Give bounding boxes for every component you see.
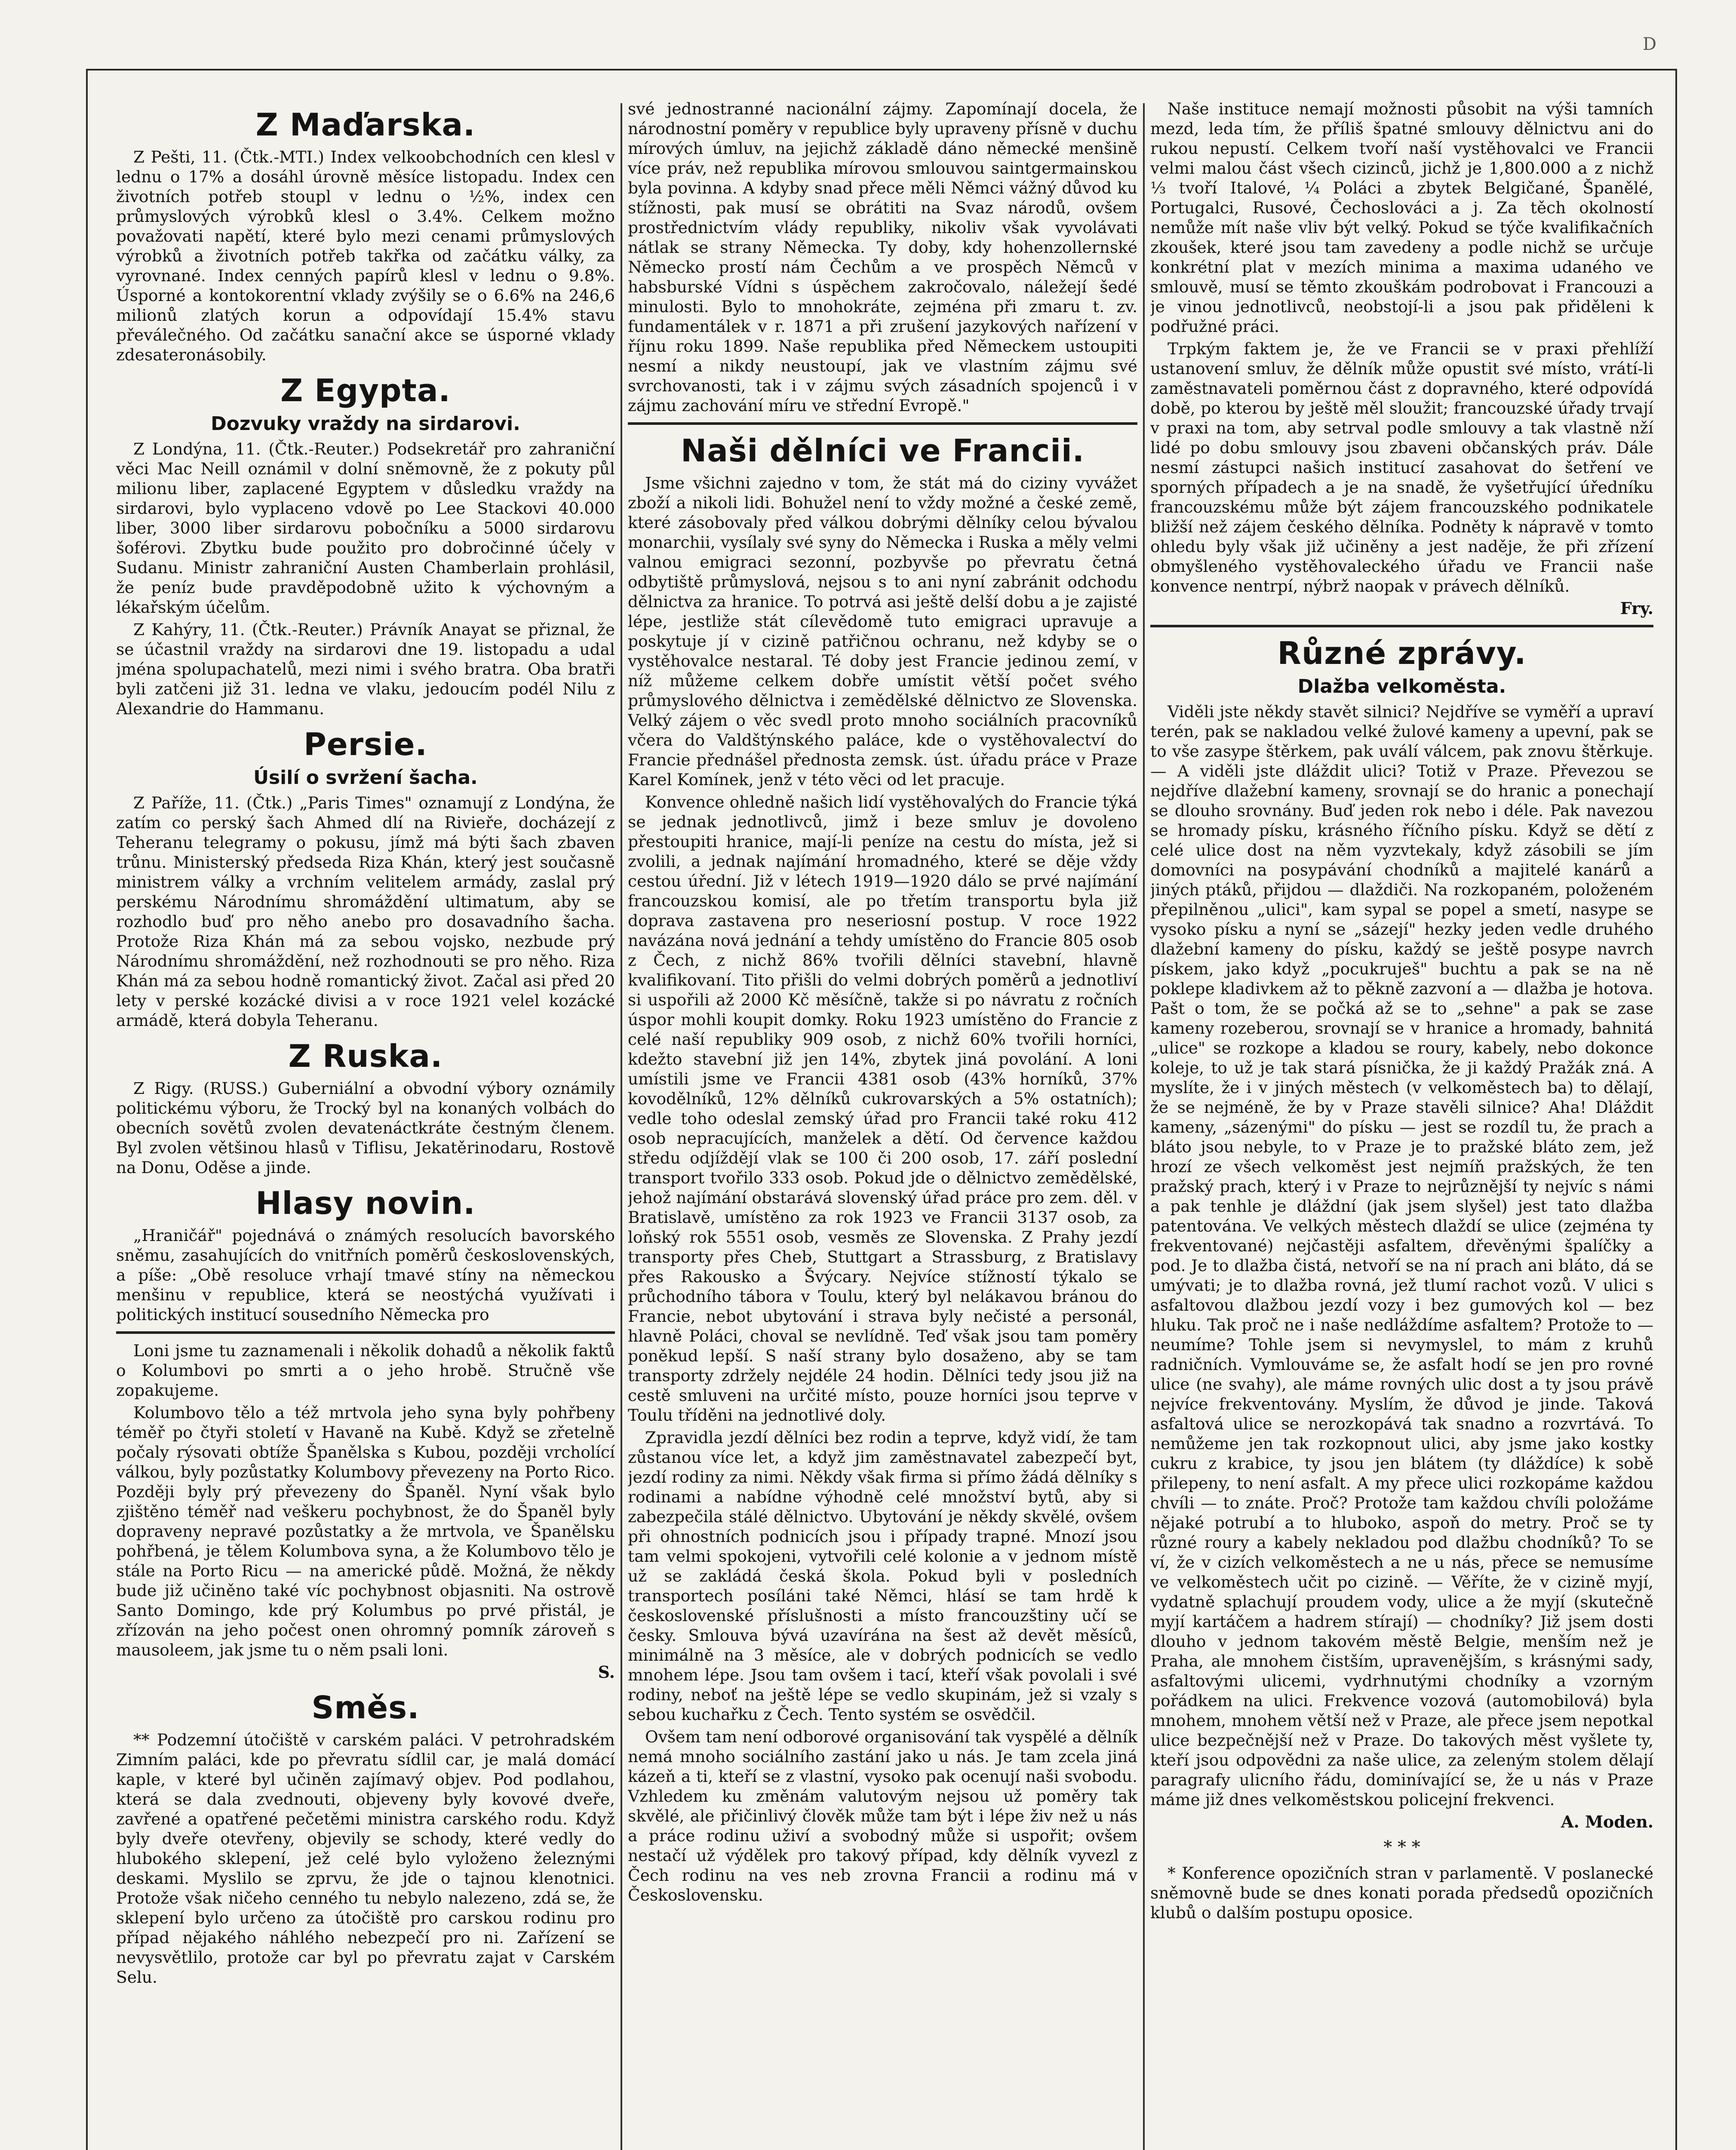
- article-paragraph: * Konference opozičních stran v parlamentě. V poslanecké sněmovně bude se dnes konati porada předsedů opozičních klubů o dalším postupu oposice.: [1150, 1864, 1653, 1922]
- column-1: [116, 99, 615, 2150]
- article-paragraph: Z Pešti, 11. (Čtk.-MTI.) Index velkoobchodních cen klesl v lednu o 17% a dosáhl úrovně měsíce listopadu. Index cen životních potřeb stoupl v lednu o ½%, index cen průmyslových výrobků klesl o 3.4%. Celkem možno považovati napětí, které bylo mezi cenami průmyslových výrobků a životních potřeb takřka od začátku války, za vyrovnané. Index cenných papírů klesl v lednu o 9.8%. Úsporné a kontokorentní vklady zvýšily se o 6.6% na 246,6 milionů zlatých korun a odpovídají 15.4% stavu převálečného. Od začátku sanační akce se úsporné vklady zdesateronásobily.: [116, 147, 615, 364]
- section-divider: [628, 422, 1137, 425]
- article-paragraph: Naše instituce nemají možnosti působit na výši tamních mezd, leda tím, že příliš špatné smlouvy dělnictvu ani do rukou nepustí. Celkem tvoří naší vystěhovalci ve Francii velmi malou část všech cizinců, jichž je 1,800.000 a z nichž ⅓ tvoří Italové, ¼ Poláci a zbytek Belgičané, Španělé, Portugalci, Rusové, Čechoslováci a j. Za těch okolností nemůže mít naše vliv být velký. Pokud se týče kvalifikačních zkoušek, které jsou tam zavedeny a podle nichž se určuje konkrétní plat v mezích minima a maxima udaného ve smlouvě, musí se těmto zkouškám podrobovat i Francouzi a je vinou jednotlivců, neobstojí-li a jsou pak přiděleni k podřužné práci.: [1150, 99, 1653, 336]
- article-paragraph: své jednostranné nacionální zájmy. Zapomínají docela, že národnostní poměry v republice byly upraveny přísně v duchu mírových úmluv, na jejichž základě dáno německé menšině více práv, než republika mírovou smlouvou saintgermainskou byla povinna. A kdyby snad přece měli Němci vážný důvod ku stížnosti, pak musí se obrátiti na Svaz národů, ovšem prostřednictvím vlády republiky, nikoliv však vyvolávati nátlak se strany Německa. Ty doby, kdy hohenzollernské Německo prostí nám Čechům a ve prospěch Němců v habsburské Vídni s úspěchem zakročovalo, náležejí šedé minulosti. Bylo to mnohokráte, zejména při zmaru t. zv. fundamentálek v r. 1871 a při zrušení jazykových nařízení v říjnu roku 1899. Naše republika před Německem ustoupiti nesmí a nikdy neustoupí, jak ve vlastním zájmu své svrchovanosti, tak i v zájmu svých zásadních spojenců i v zájmu zachování míru ve střední Evropě.": [628, 99, 1137, 415]
- article-paragraph: Kolumbovo tělo a též mrtvola jeho syna byly pohřbeny téměř po čtyři století v Havaně na Kubě. Když se zřetelně počaly rýsovati obtíže Španělska s Kubou, později vrcholící válkou, byly pozůstatky Kolumbovy převezeny na Porto Rico. Později byly prý převezeny do Španěl. Nyní však bylo zjištěno téměř nad veškeru pochybnost, že do Španěl byly dopraveny nepravé pozůstatky a že mrtvola, ve Španělsku pohřbená, je tělem Kolumbova syna, a že Kolumbovo tělo je stále na Porto Ricu — na americké půdě. Možná, že někdy bude již učiněno také víc pochybnost objasniti. Na ostrově Santo Domingo, kde prý Kolumbus po prvé přistál, je zřízován na jeho počest onen ohromný pomník zároveň s mausoleem, jak jsme tu o něm psali loni.: [116, 1403, 615, 1659]
- article-paragraph: Z Londýna, 11. (Čtk.-Reuter.) Podsekretář pro zahraniční věci Mac Neill oznámil v dolní sněmovně, že z pokuty půl milionu liber, zaplacené Egyptem v důsledku vraždy na sirdarovi, bylo vyplaceno vdově po Lee Stackovi 40.000 liber, 3000 liber sirdarovu pobočníku a 5000 sirdarovu šoférovi. Zbytku bude použito pro dobročinné účely v Sudanu. Ministr zahraniční Austen Chamberlain prohlásil, že peníz bude pravděpodobně užito k výchovným a lékařským účelům.: [116, 439, 615, 617]
- article-signature: A. Moden.: [1561, 1812, 1653, 1831]
- section-title-egypt: Z Egypta.: [280, 372, 451, 408]
- section-title-hlasy: Hlasy novin.: [255, 1185, 476, 1221]
- article-paragraph: Trpkým faktem je, že ve Francii se v praxi přehlíží ustanovení smluv, že dělník může opustit své místo, vrátí-li zaměstnavateli poměrnou část z dopravného, které odpovídá době, po kterou by ještě měl sloužit; francouzské úřady trvají v praxi na tom, aby setrval podle smlouvy a tak vlastně nží lidé po dobu smlouvy jsou zbaveni občanských práv. Dále nesmí zástupci našich institucí zasahovat do šetření ve sporných případech a je na snadě, že vyšetřující úředníku francouzskému může být zájem francouzského podnikatele bližší než zájem českého dělníka. Podněty k nápravě v tomto ohledu byly však již učiněny a jest naděje, že při zřízení obmyšleného vystěhovaleckého úřadu ve Francii naše konvence nentrpí, nýbrž naopak v právech dělníků.: [1150, 339, 1653, 596]
- section-title-ruzne: Různé zprávy.: [1277, 635, 1527, 671]
- column-2: [628, 99, 1137, 2150]
- column-3: [1150, 99, 1653, 2150]
- article-paragraph: ** Podzemní útočiště v carském paláci. V petrohradském Zimním paláci, kde po převratu sídlil car, je malá domácí kaple, v které byl učiněn zajímavý objev. Pod podlahou, která se dala zvednouti, objeveny byly kovové dveře, zavřené a opatřené pečetěmi ministra carského rodu. Když byly dveře otevřeny, objevily se schody, které vedly do hlubokého sklepení, jež celé bylo vyloženo železnými deskami. Myslilo se zprvu, že jde o tajnou klenotnici. Protože však ničeho cenného tu nebylo nalezeno, zdá se, že sklepení bylo určeno za útočiště pro carskou rodinu pro případ nějakého náhlého nebezpečí pro ni. Zařízení se nevysvětlilo, protože car byl po převratu zajat v Carském Selu.: [116, 1730, 615, 1987]
- article-paragraph: Ovšem tam není odborové organisování tak vyspělé a dělník nemá mnoho sociálního zastání jako u nás. Je tam zcela jiná kázeň a ti, kteří se z vlastní, vysoko pak ocenují naši svobodu. Vzhledem ku změnám valutovým nejsou už poměry tak skvělé, ale přičinlivý člověk může tam být i lépe živ než u nás a práce rodinu uživí a svobodný může si uspořit; ovšem nestačí už výdělek pro takový případ, kdy dělník vyvezl z Čech rodinu na ves neb zrovna Francii a rodinu má v Československu.: [628, 1727, 1137, 1904]
- section-title-ruska: Z Ruska.: [288, 1038, 443, 1074]
- subheading-ruzne: Dlažba velkoměsta.: [1297, 676, 1506, 697]
- article-paragraph: Zpravidla jezdí dělníci bez rodin a teprve, když vidí, že tam zůstanou více let, a když jim zaměstnavatel zabezpečí byt, jezdí rodiny za nimi. Někdy však firma si přímo žádá dělníky s rodinami a nabídne výhodně celé množství bytů, aby si zabezpečila stálé dělnictvo. Ubytování je někdy skvělé, ovšem při ohnostních podnicích jsou i případy trapné. Mnozí jsou tam velmi spokojeni, vytvořili celé kolonie a v jednom místě už se zakládá česká škola. Pokud byli v posledních transportech posíláni také Němci, hlásí se tam hrdě k československé příslušnosti a místo francouzštiny učí se česky. Smlouva bývá uzavírána na šest až devět měsíců, minimálně na 3 měsíce, ale v dobrých podnicích se vedlo mnohem lépe. Jsou tam ovšem i tací, kteří však povolali i své rodiny, neboť na ještě lépe se vedlo skupinám, jež si vzaly s sebou kuchařku z Čech. Tento systém se osvědčil.: [628, 1428, 1137, 1724]
- article-paragraph: Z Kahýry, 11. (Čtk.-Reuter.) Právník Anayat se přiznal, že se účastnil vraždy na sirdarovi dne 19. listopadu a udal jména spolupachatelů, mezi nimi i svého bratra. Oba bratři byli zatčeni již 31. ledna ve vlaku, jedoucím podél Nilu z Alexandrie do Hammanu.: [116, 620, 615, 718]
- article-paragraph: „Hraničář" pojednává o známých resolucích bavorského sněmu, zasahujících do vnitřních poměrů československých, a píše: „Obě resoluce vrhají tmavé stíny na německou menšinu v republice, která se neostýchá využívati i politických institucí sousedního Německa pro: [116, 1226, 615, 1324]
- article-paragraph: Konvence ohledně našich lidí vystěhovalých do Francie týká se jednak jednotlivců, jimž i beze smluv je dovoleno přestoupiti hranice, mají-li peníze na cestu do místa, jež si zvolili, a jednak najímání hromadného, které se děje vždy cestou úřední. Již v létech 1919—1920 dálo se prvé najímání francouzskou komisí, ale po třetím transportu byla již doprava zastavena pro neseriosní postup. V roce 1922 navázána nová jednání a tehdy umístěno do Francie 805 osob z Čech, z nichž 86% tvořili dělníci stavební, hlavně kvalifikovaní. Tito přišli do velmi dobrých poměrů a jednotliví si uspořili až 2000 Kč měsíčně, takže si po návratu z ročních úspor mohli koupit domky. Roku 1923 umístěno do Francie z celé naší republiky 909 osob, z nichž 60% tvořili horníci, kdežto stavební již jen 14%, zbytek jiná povolání. A loni umístili jsme ve Francii 4381 osob (43% horníků, 37% kovodělníků, 12% dělníků cukrovarských a 5% ostatních); vedle toho odeslal zemský úřad pro Francii také roku 412 osob nepracujících, manželek a dětí. Od července každou středu odjíždějí vlak se 100 či 200 osob, 17. září poslední transport tvořilo 333 osob. Pokud jde o dělnictvo zemědělské, jehož najímání obstarává slovenský úřad práce pro zem. děl. v Bratislavě, umístěno za rok 1923 ve Francii 3137 osob, za loňský rok 5551 osob, vesměs ze Slovenska. Z Prahy jezdí transporty přes Cheb, Stuttgart a Strassburg, z Bratislavy přes Rakousko a Švýcary. Nejvíce stížností týkalo se průchodního tábora v Toulu, který byl nelákavou bránou do Francie, nebot ubytování i strava byly nečisté a personál, hlavně Poláci, choval se nevlídně. Teď však jsou tam poměry poněkud lepší. S naší strany bylo dosaženo, aby se tam transporty zdržely nejdéle 24 hodin. Dělníci tedy jsou již na cestě smluveni na určité místo, pouze horníci jsou teprve v Toulu tříděni na jednotlivé doly.: [628, 792, 1137, 1425]
- section-title-delnici: Naši dělníci ve Francii.: [680, 433, 1085, 469]
- article-signature: Fry.: [1620, 599, 1653, 618]
- subheading-persie: Úsilí o svržení šacha.: [253, 767, 478, 789]
- section-divider: [116, 1331, 615, 1334]
- article-paragraph: Z Rigy. (RUSS.) Guberniální a obvodní výbory oznámily politickému výboru, že Trocký byl na konaných volbách do obecních sovětů zvolen devatenáctkráte čestným členem. Byl zvolen většinou hlasů v Tiflisu, Jekatěrinodaru, Rostově na Donu, Oděse a jinde.: [116, 1079, 615, 1177]
- section-title-persie: Persie.: [304, 726, 427, 762]
- article-paragraph: Jsme všichni zajedno v tom, že stát má do ciziny vyvážet zboží a nikoli lidi. Bohužel není to vždy možné a české země, které zásobovaly před válkou dobrými dělníky celou bývalou monarchii, vysílaly své syny do Německa i Ruska a měly velmi valnou emigraci sezonní, pozbyvše po převratu četná odbytiště průmyslová, nejsou s to ani nyní zabránit odchodu dělnictva za hranice. To potrvá asi ještě delší dobu a je zajisté lépe, jestliže stát cílevědomě tuto emigraci upravuje a poskytuje jí v cizině patřičnou ochranu, než kdyby se o vystěhovalce nestaral. Té doby jest Francie jedinou zemí, v níž můžeme celkem dobře umístit větší počet svého průmyslového dělnictva i zemědělské dělnictvo ze Slovenska. Velký zájem o věc svedl proto mnoho sociálních pracovníků včera do Valdštýnského paláce, kde o vystěhovalectví do Francie přednášel přednosta zemsk. úst. úřadu práce v Praze Karel Komínek, jenž v této věci od let pracuje.: [628, 473, 1137, 789]
- article-paragraph: Viděli jste někdy stavět silnici? Nejdříve se vyměří a upraví terén, pak se nakladou velké žulové kameny a upevní, pak se to vše zasype štěrkem, pak uválí válcem, pak znovu štěrkuje. — A viděli jste dláždit ulici? Totiž v Praze. Převezou se nejdříve dlažební kameny, srovnají se do hranic a ponechají se dlouho srovnány. Buď jeden rok nebo i déle. Pak navezou se hromady písku, krásného říčního písku. Když se dětí z celé ulice dost na něm vyzvtekaly, když zásobili se jím domovníci na posypávání chodníků a majitelé kanárů a jiných ptáků, přijdou — dlaždiči. Na rozkopaném, položeném přepilněnou „ulici", kam sypal se popel a smetí, nasype se vysoko písku a nyní se „sázejí" hezky jeden vedle druhého dlažební kameny do písku, každý se ještě posype navrch pískem, jako když „pocukruješ" buchtu a pak se na ně poklepe kladivkem až to pěkně zazvoní a — dlažba je hotova. Pašt o tom, že se počká až se to „sehne" a pak se zase kameny rozeberou, srovnají se v hranice a hromady, bahnitá „ulice" se rozkope a kladou se roury, kabely, nebo dokonce koleje, to už je tak stará písnička, že ji každý Pražák zná. A myslíte, že i v jiných městech (v velkoměstech ba) to dělají, že se nejméně, že by v Praze stavěli silnice? Aha! Dláždit kameny, „sázenými" do písku — jest se rozdíl tu, že prach a bláto jsou nebyle, to v Praze je to pražské bláto zem, jež hrozí ze všech velkoměst jest nejmíň pražských, že ten pražský prach, který i v Praze to nejrůznější ty nejvíc s námi a pak tenhle je dláždní (jak jsem slyšel) jest tato dlažba patentována. Ve velkých městech dlaždí se ulice (zejména ty frekventované) nejčastěji asfaltem, dřevěnými špalíčky a pod. Je to dlažba čistá, netvoří se na ní prach ani bláto, dá se umývati; je to dlažba rovná, jež tlumí rachot vozů. V ulici s asfaltovou dlažbou jezdí vozy i bez gumových kol — bez hluku. Tak proč ne i naše nedláždíme asfaltem? Protože to — neumíme? Tohle jsem si nevymyslel, to mám z kruhů radničních. Vymlouváme se, že asfalt hodí se jen pro rovné ulice (ne svahy), ale máme rovných ulic dost a ty jsou právě nejvíce frekventovány. Myslím, že důvod je jinde. Taková asfaltová ulice se nerozkopává tak snadno a rozvrtává. To nemůžeme jen tak rozkopnout ulici, aby jsme jako kostky cukru z krabice, ty jsou jen blátem (ty dláždíce) k sobě přilepeny, to není asfalt. A my přece ulici rozkopáme každou chvíli — to znáte. Proč? Protože tam každou chvíli položáme nějaké potrubí a to hluboko, aspoň do metry. Proč se ty různé roury a kabely nekladou pod dlažbu chodníků? To se ví, že v cizích velkoměstech a ne u nás, přece se nemusíme ve velkoměstech učit po cizině. — Věříte, že v cizině myjí, vydatně splachují proudem vody, ulice a že myjí (skutečně myjí kartáčem a hadrem stírají) — chodníky? Již jsem dosti dlouho v jednom takovém městě Belgie, menším než je Praha, ale mnohem čistším, upravenějším, s krásnými sady, asfaltovými ulicemi, vydrhnutými chodníky a vzorným pořádkem na ulici. Frekvence vozová (automobilová) byla mnohem, mnohem větší než v Praze, ale přece jsem nepotkal ulice bezpečnější než v Praze. Do takových měst vyšlete ty, kteří jsou odpovědni za naše ulice, za zeleným stolem dělají paragrafy ulicního řádu, dominívající se, že u nás v Praze máme již dnes velkoměstskou policejní frekvenci.: [1150, 702, 1653, 1809]
- subheading-egypt: Dozvuky vraždy na sirdarovi.: [211, 413, 520, 435]
- corner-mark: D: [1643, 34, 1657, 54]
- separator-stars: * * *: [1383, 1837, 1420, 1857]
- section-title-madarsko: Z Maďarska.: [255, 107, 476, 143]
- article-paragraph: Z Paříže, 11. (Čtk.) „Paris Times" oznamují z Londýna, že zatím co perský šach Ahmed dlí na Rivieře, docházejí z Teheranu telegramy o pokusu, jímž má býti šach zbaven trůnu. Ministerský předseda Riza Khán, který jest současně ministrem války a vrchním velitelem armády, zaslal prý perskému Národnímu shromáždění ultimatum, aby se rozhodlo buď pro něho anebo pro dosavadního šacha. Protože Riza Khán má za sebou vojsko, nezbude prý Národnímu shromáždění, než rozhodnouti se pro něho. Riza Khán má za sebou hodně romantický život. Začal asi před 20 lety v perské kozácké divisi a v roce 1921 velel kozácké armádě, která dobyla Teheranu.: [116, 793, 615, 1030]
- section-divider: [1150, 625, 1653, 627]
- column-rule: [621, 103, 622, 2150]
- column-rule: [1143, 103, 1145, 2150]
- article-paragraph: Loni jsme tu zaznamenali i několik dohadů a několik faktů o Kolumbovi po smrti a o jeho hrobě. Stručně vše zopakujeme.: [116, 1341, 615, 1400]
- article-signature: S.: [598, 1662, 615, 1682]
- section-title-smes: Směs.: [311, 1689, 420, 1726]
